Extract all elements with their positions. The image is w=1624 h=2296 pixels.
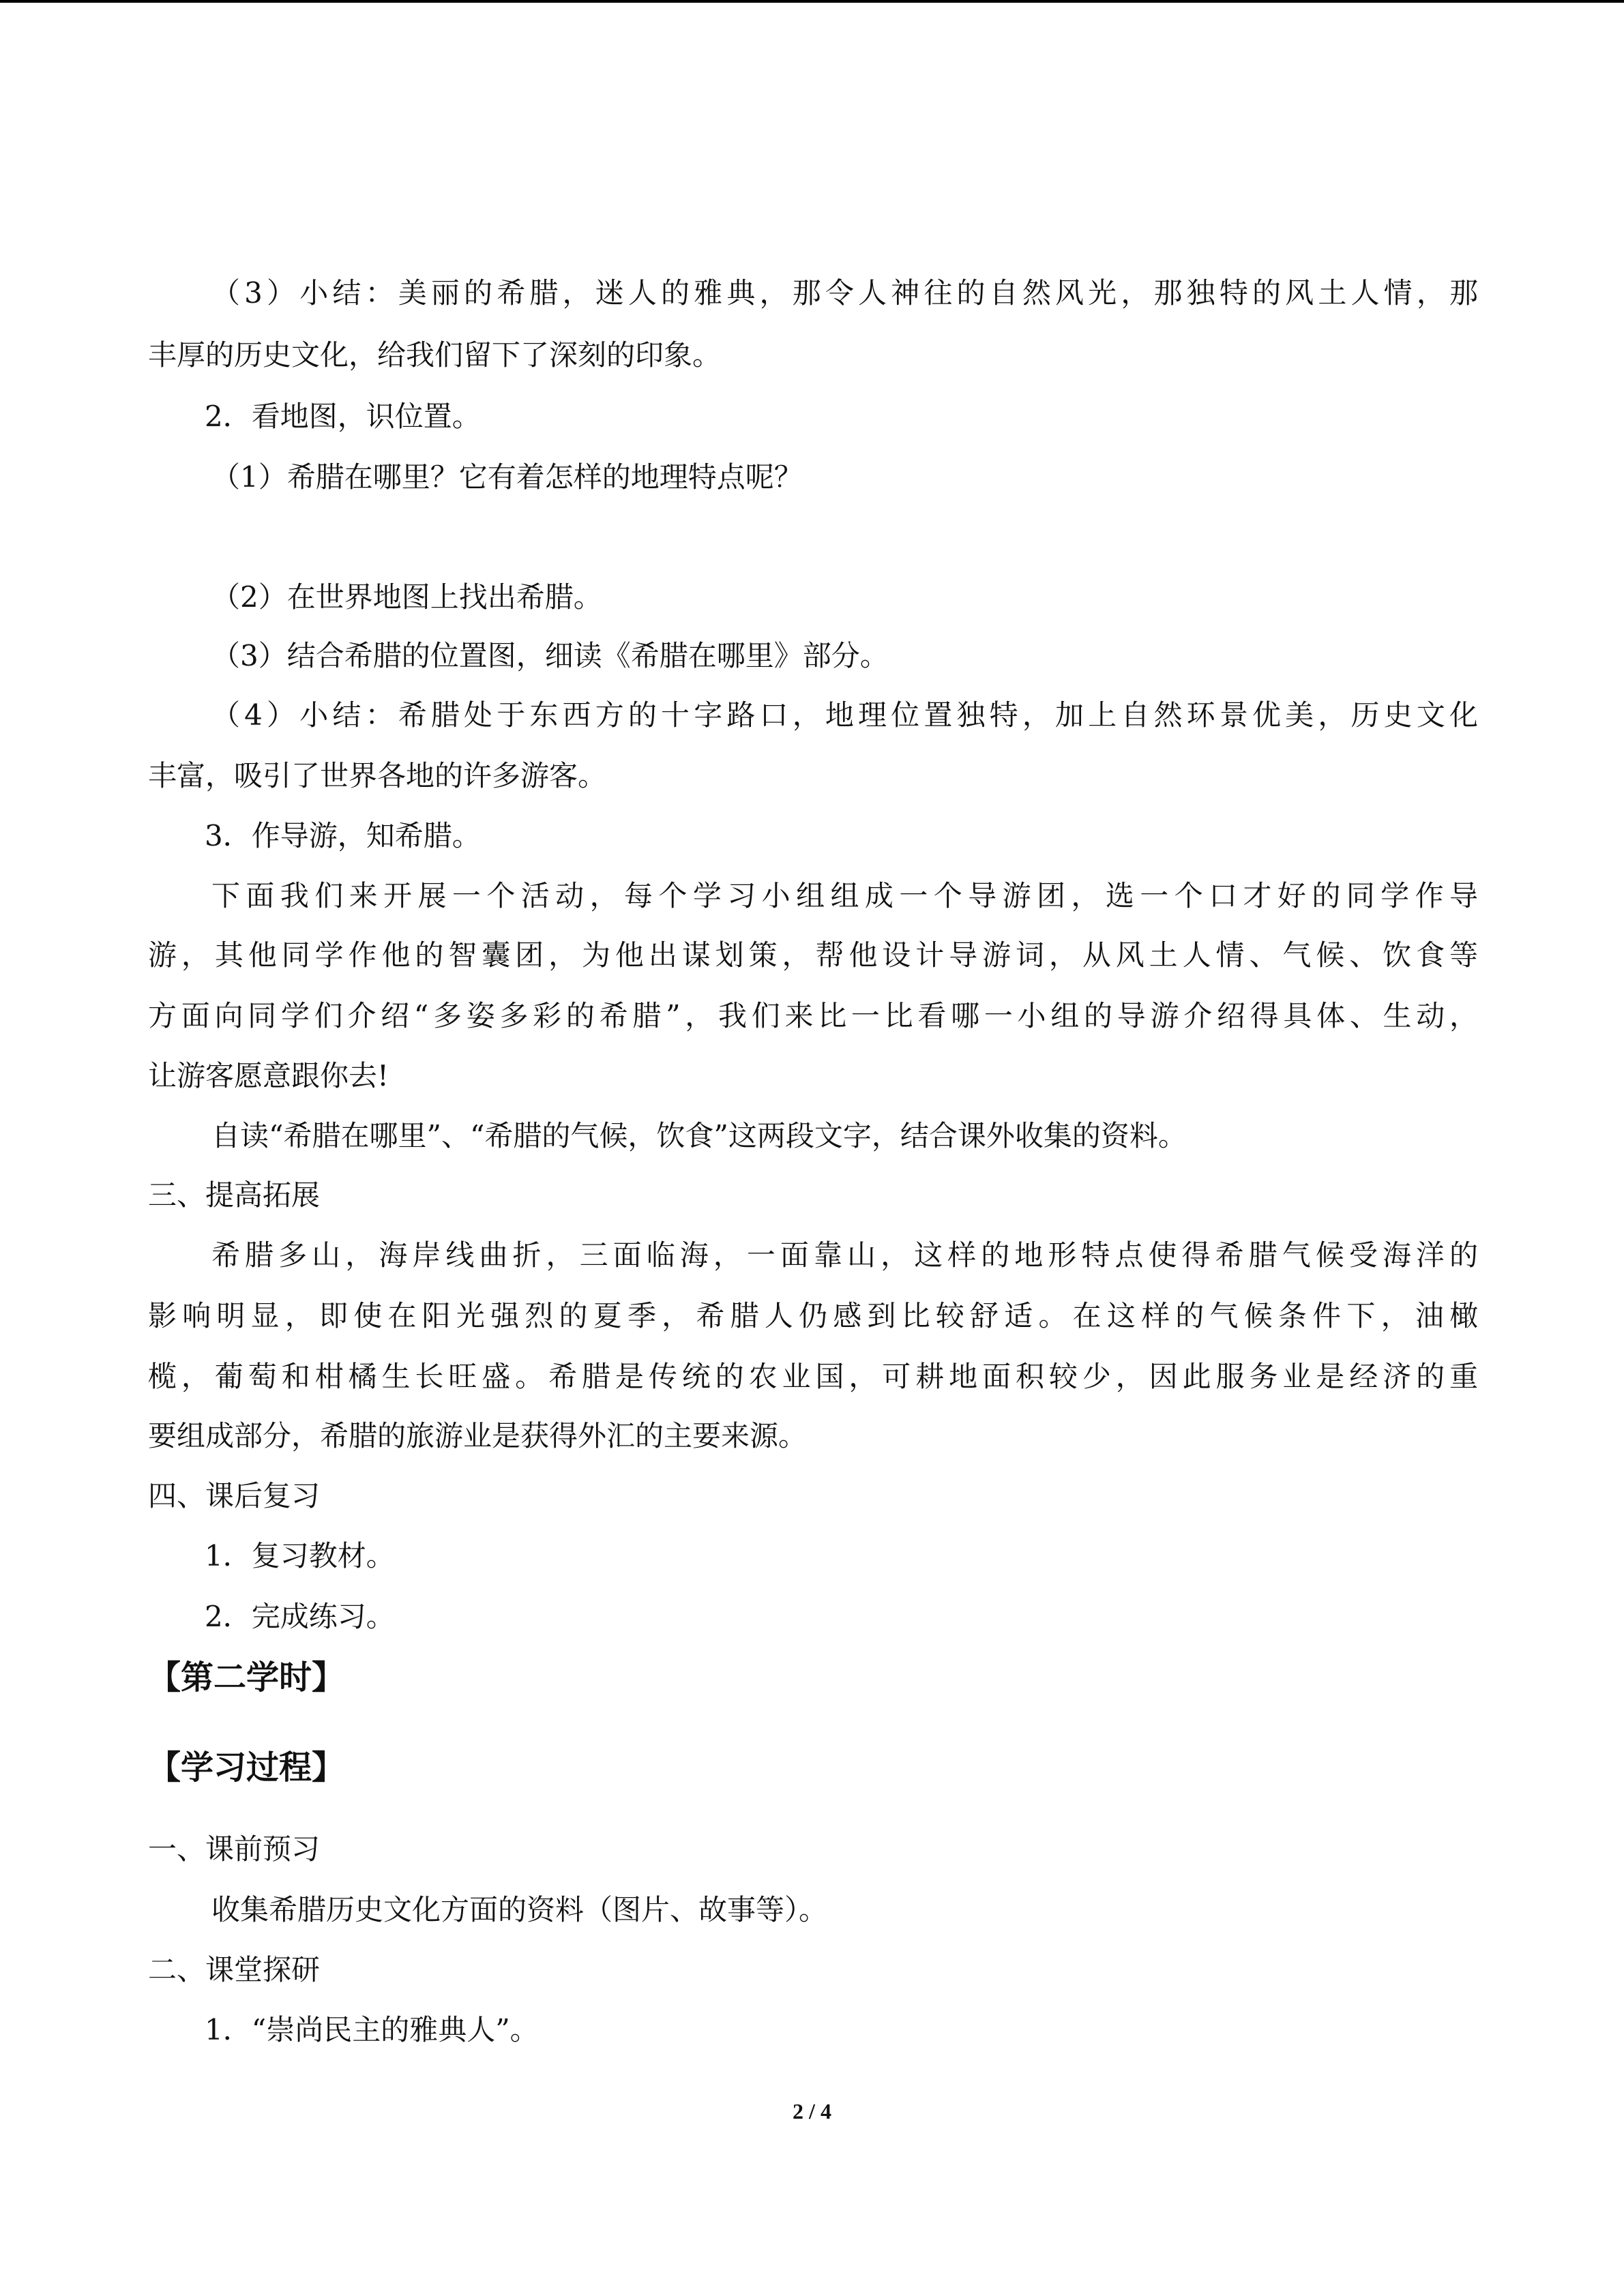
paragraph-line: 收集希腊历史文化方面的资料（图片、故事等）。 bbox=[211, 1893, 828, 1926]
paragraph-line: 让游客愿意跟你去! bbox=[148, 1059, 389, 1092]
paragraph-line: （3）结合希腊的位置图，细读《希腊在哪里》部分。 bbox=[211, 639, 889, 672]
paragraph-line: 影响明显，即使在阳光强烈的夏季，希腊人仍感到比较舒适。在这样的气候条件下，油橄 bbox=[148, 1299, 1478, 1332]
paragraph-line: 丰厚的历史文化，给我们留下了深刻的印象。 bbox=[148, 338, 722, 372]
lesson-heading: 【学习过程】 bbox=[148, 1748, 345, 1787]
paragraph-line: 希腊多山，海岸线曲折，三面临海，一面靠山，这样的地形特点使得希腊气候受海洋的 bbox=[211, 1238, 1478, 1272]
section-item: 3．作导游，知希腊。 bbox=[205, 819, 481, 852]
paragraph-line: 方面向同学们介绍“多姿多彩的希腊”，我们来比一比看哪一小组的导游介绍得具体、生动， bbox=[148, 999, 1478, 1032]
section-heading: 一、课前预习 bbox=[148, 1832, 321, 1866]
paragraph-line: 下面我们来开展一个活动，每个学习小组组成一个导游团，选一个口才好的同学作导 bbox=[211, 879, 1478, 912]
page-number: 2 / 4 bbox=[793, 2099, 831, 2123]
paragraph-line: 要组成部分，希腊的旅游业是获得外汇的主要来源。 bbox=[148, 1419, 808, 1452]
section-heading: 三、提高拓展 bbox=[148, 1178, 321, 1212]
section-heading: 二、课堂探研 bbox=[148, 1953, 321, 1986]
section-heading: 四、课后复习 bbox=[148, 1479, 321, 1512]
list-item: 2．完成练习。 bbox=[205, 1600, 395, 1633]
paragraph-line: 榄，葡萄和柑橘生长旺盛。希腊是传统的农业国，可耕地面积较少，因此服务业是经济的重 bbox=[148, 1360, 1478, 1393]
list-item: 1．“崇尚民主的雅典人”。 bbox=[205, 2013, 539, 2046]
lesson-heading: 【第二学时】 bbox=[148, 1658, 345, 1697]
paragraph-line: 自读“希腊在哪里”、“希腊的气候，饮食”这两段文字，结合课外收集的资料。 bbox=[211, 1119, 1187, 1152]
section-item: 2．看地图，识位置。 bbox=[205, 400, 481, 433]
paragraph-line: 游，其他同学作他的智囊团，为他出谋划策，帮他设计导游词，从风土人情、气候、饮食等 bbox=[148, 938, 1478, 972]
paragraph-line: （2）在世界地图上找出希腊。 bbox=[211, 580, 602, 614]
top-border-line bbox=[0, 0, 1624, 3]
paragraph-line: 丰富，吸引了世界各地的许多游客。 bbox=[148, 759, 607, 792]
list-item: 1．复习教材。 bbox=[205, 1539, 395, 1572]
paragraph-line: （4）小结：希腊处于东西方的十字路口，地理位置独特，加上自然环景优美，历史文化 bbox=[211, 698, 1478, 732]
paragraph-line: （1）希腊在哪里？它有着怎样的地理特点呢？ bbox=[211, 460, 803, 494]
paragraph-line: （3）小结：美丽的希腊，迷人的雅典，那令人神往的自然风光，那独特的风土人情，那 bbox=[211, 276, 1478, 310]
